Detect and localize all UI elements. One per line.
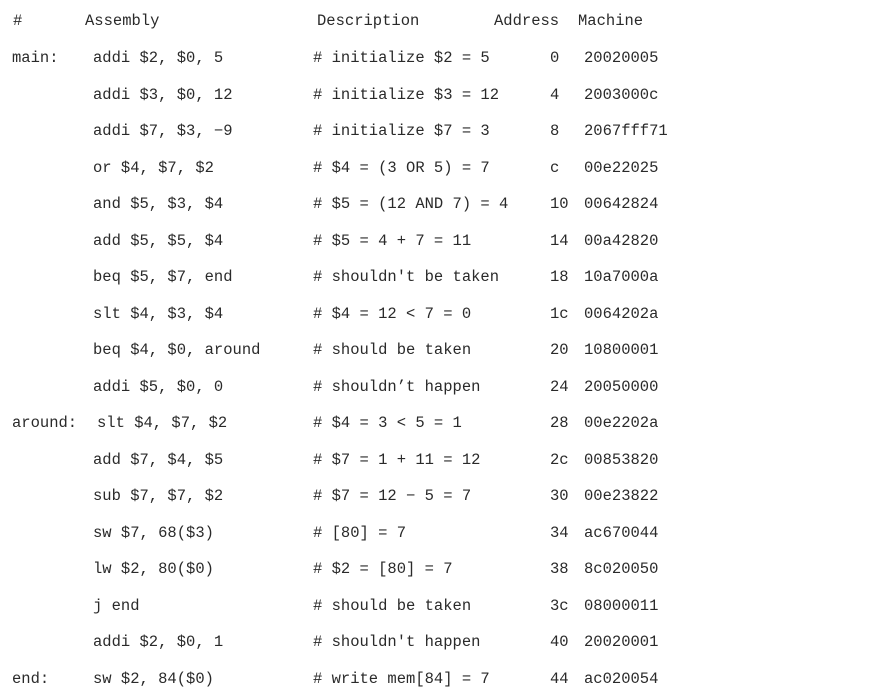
assembly-instruction: or $4, $7, $2 bbox=[93, 159, 214, 177]
machine-code: 00e23822 bbox=[584, 487, 659, 505]
instruction-address: 1c bbox=[550, 305, 569, 323]
machine-code: 20020005 bbox=[584, 49, 659, 67]
assembly-instruction: beq $4, $0, around bbox=[93, 341, 261, 359]
machine-code: 2003000c bbox=[584, 86, 659, 104]
assembly-instruction: slt $4, $3, $4 bbox=[93, 305, 224, 323]
header-address: Address bbox=[494, 12, 560, 30]
machine-code: 00e2202a bbox=[584, 414, 659, 432]
instruction-comment: # $7 = 12 − 5 = 7 bbox=[313, 487, 472, 505]
instruction-address: 3c bbox=[550, 597, 569, 615]
machine-code: ac020054 bbox=[584, 670, 659, 688]
machine-code: ac670044 bbox=[584, 524, 659, 542]
assembly-instruction: slt $4, $7, $2 bbox=[97, 414, 228, 432]
machine-code: 2067fff71 bbox=[584, 122, 668, 140]
line-label: end: bbox=[12, 670, 50, 688]
instruction-address: 28 bbox=[550, 414, 569, 432]
header-description: Description bbox=[317, 12, 420, 30]
machine-code: 00e22025 bbox=[584, 159, 659, 177]
machine-code: 00642824 bbox=[584, 195, 659, 213]
instruction-address: 38 bbox=[550, 560, 569, 578]
machine-code: 10a7000a bbox=[584, 268, 659, 286]
instruction-address: 18 bbox=[550, 268, 569, 286]
machine-code: 00853820 bbox=[584, 451, 659, 469]
instruction-address: 24 bbox=[550, 378, 569, 396]
assembly-instruction: lw $2, 80($0) bbox=[93, 560, 214, 578]
instruction-comment: # should be taken bbox=[313, 597, 472, 615]
instruction-address: 2c bbox=[550, 451, 569, 469]
assembly-instruction: j end bbox=[93, 597, 140, 615]
instruction-comment: # $4 = 12 < 7 = 0 bbox=[313, 305, 472, 323]
instruction-address: 20 bbox=[550, 341, 569, 359]
machine-code: 08000011 bbox=[584, 597, 659, 615]
instruction-comment: # initialize $3 = 12 bbox=[313, 86, 500, 104]
instruction-address: 4 bbox=[550, 86, 560, 104]
instruction-comment: # $4 = 3 < 5 = 1 bbox=[313, 414, 462, 432]
line-label: main: bbox=[12, 49, 59, 67]
assembly-instruction: add $5, $5, $4 bbox=[93, 232, 224, 250]
instruction-comment: # $7 = 1 + 11 = 12 bbox=[313, 451, 481, 469]
header-hash: # bbox=[13, 12, 23, 30]
instruction-address: 0 bbox=[550, 49, 560, 67]
instruction-comment: # $2 = [80] = 7 bbox=[313, 560, 453, 578]
instruction-address: 44 bbox=[550, 670, 569, 688]
instruction-comment: # shouldn’t happen bbox=[313, 378, 481, 396]
instruction-address: 30 bbox=[550, 487, 569, 505]
assembly-instruction: addi $2, $0, 5 bbox=[93, 49, 224, 67]
instruction-address: 14 bbox=[550, 232, 569, 250]
assembly-instruction: addi $5, $0, 0 bbox=[93, 378, 224, 396]
instruction-comment: # initialize $2 = 5 bbox=[313, 49, 490, 67]
instruction-comment: # initialize $7 = 3 bbox=[313, 122, 490, 140]
instruction-comment: # $5 = (12 AND 7) = 4 bbox=[313, 195, 509, 213]
header-assembly: Assembly bbox=[85, 12, 160, 30]
instruction-address: c bbox=[550, 159, 560, 177]
assembly-instruction: sw $2, 84($0) bbox=[93, 670, 214, 688]
instruction-comment: # should be taken bbox=[313, 341, 472, 359]
assembly-instruction: beq $5, $7, end bbox=[93, 268, 233, 286]
assembly-instruction: and $5, $3, $4 bbox=[93, 195, 224, 213]
instruction-address: 10 bbox=[550, 195, 569, 213]
header-machine: Machine bbox=[578, 12, 644, 30]
instruction-comment: # $5 = 4 + 7 = 11 bbox=[313, 232, 472, 250]
assembly-instruction: addi $3, $0, 12 bbox=[93, 86, 233, 104]
line-label: around: bbox=[12, 414, 78, 432]
assembly-instruction: add $7, $4, $5 bbox=[93, 451, 224, 469]
assembly-instruction: sw $7, 68($3) bbox=[93, 524, 214, 542]
machine-code: 20020001 bbox=[584, 633, 659, 651]
assembly-instruction: addi $2, $0, 1 bbox=[93, 633, 224, 651]
column-header-row bbox=[0, 9, 644, 33]
instruction-address: 40 bbox=[550, 633, 569, 651]
instruction-comment: # $4 = (3 OR 5) = 7 bbox=[313, 159, 490, 177]
instruction-address: 34 bbox=[550, 524, 569, 542]
machine-code: 8c020050 bbox=[584, 560, 659, 578]
instruction-comment: # shouldn't be taken bbox=[313, 268, 500, 286]
assembly-instruction: sub $7, $7, $2 bbox=[93, 487, 224, 505]
instruction-comment: # [80] = 7 bbox=[313, 524, 407, 542]
instruction-comment: # write mem[84] = 7 bbox=[313, 670, 490, 688]
instruction-comment: # shouldn't happen bbox=[313, 633, 481, 651]
machine-code: 0064202a bbox=[584, 305, 659, 323]
machine-code: 10800001 bbox=[584, 341, 659, 359]
instruction-address: 8 bbox=[550, 122, 560, 140]
machine-code: 00a42820 bbox=[584, 232, 659, 250]
assembly-instruction: addi $7, $3, −9 bbox=[93, 122, 233, 140]
machine-code: 20050000 bbox=[584, 378, 659, 396]
